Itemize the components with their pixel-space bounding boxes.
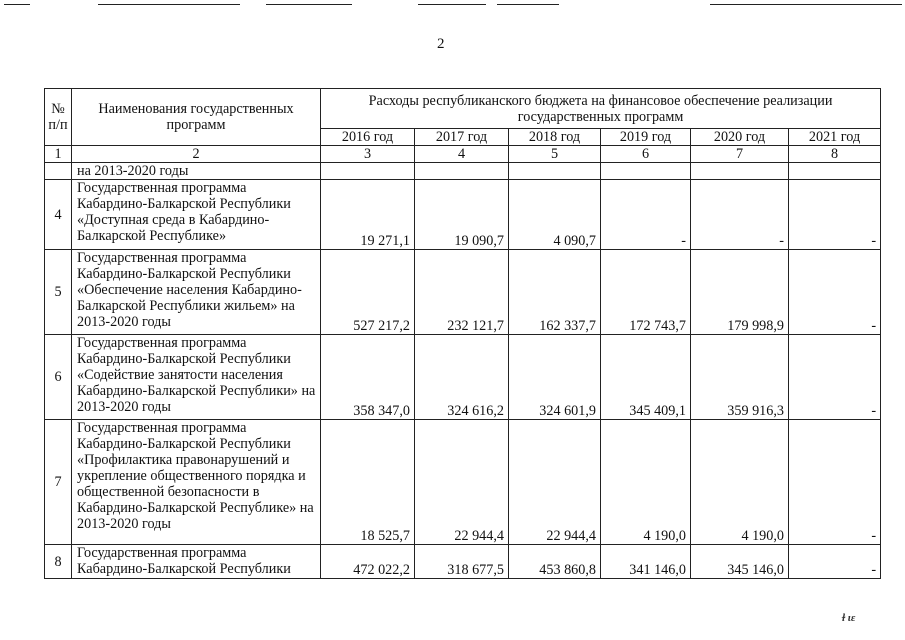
value-cell: - [789,545,881,579]
table-row [45,545,881,579]
top-rule [4,4,30,5]
value-cell: 19 090,7 [415,180,509,250]
header-year: 2019 год [601,129,691,146]
row-number: 8 [45,545,72,579]
value-cell: - [601,180,691,250]
col-number: 8 [789,146,881,163]
table-row [45,180,881,250]
row-number: 5 [45,250,72,335]
value-cell: - [789,250,881,335]
value-cell: 232 121,7 [415,250,509,335]
value-cell: 345 146,0 [691,545,789,579]
value-cell: 4 090,7 [509,180,601,250]
value-cell: 472 022,2 [321,545,415,579]
header-budget-col: Расходы республиканского бюджета на финансовое обеспечение реализации государственных программ [321,89,881,129]
header-year: 2021 год [789,129,881,146]
row-number: 4 [45,180,72,250]
row-number: 6 [45,335,72,420]
header-year: 2016 год [321,129,415,146]
col-number: 3 [321,146,415,163]
program-name: Государственная программа Кабардино-Балкарской Республики «Профилактика правонарушений и укрепление общественного порядка и общественной безопасности в Кабардино-Балкарской Республике» на 2013-2020 годы [72,420,321,545]
row-number: 7 [45,420,72,545]
table-row [45,163,881,180]
top-rule [266,4,352,5]
top-rule [710,4,902,5]
value-cell: 179 998,9 [691,250,789,335]
value-cell: 527 217,2 [321,250,415,335]
value-cell: 22 944,4 [509,420,601,545]
continuation-text: на 2013-2020 годы [72,163,321,180]
value-cell: 18 525,7 [321,420,415,545]
col-number: 1 [45,146,72,163]
value-cell: 324 616,2 [415,335,509,420]
table-row [45,250,881,335]
table-row [45,335,881,420]
value-cell: - [789,180,881,250]
value-cell: 324 601,9 [509,335,601,420]
value-cell: 4 190,0 [691,420,789,545]
value-cell: - [789,420,881,545]
value-cell: 19 271,1 [321,180,415,250]
value-cell: 318 677,5 [415,545,509,579]
value-cell: 453 860,8 [509,545,601,579]
top-rule [98,4,240,5]
value-cell: 345 409,1 [601,335,691,420]
col-number: 6 [601,146,691,163]
value-cell: 162 337,7 [509,250,601,335]
col-number: 5 [509,146,601,163]
value-cell: 4 190,0 [601,420,691,545]
value-cell: - [789,335,881,420]
value-cell: 172 743,7 [601,250,691,335]
header-name-col: Наименования государственных программ [72,89,321,146]
footer-marks: ɫ ɩɛ [842,612,856,624]
program-name: Государственная программа Кабардино-Балкарской Республики «Обеспечение населения Кабардино-Балкарской Республики жильем» на 2013-2020 годы [72,250,321,335]
program-name: Государственная программа Кабардино-Балкарской Республики «Доступная среда в Кабардино-Балкарской Республике» [72,180,321,250]
program-name: Государственная программа Кабардино-Балкарской Республики [72,545,321,579]
header-year: 2020 год [691,129,789,146]
value-cell: 341 146,0 [601,545,691,579]
top-rule [418,4,486,5]
top-rule [497,4,559,5]
col-number: 7 [691,146,789,163]
col-number: 4 [415,146,509,163]
table-row [45,420,881,545]
header-year: 2017 год [415,129,509,146]
value-cell: 22 944,4 [415,420,509,545]
value-cell: 358 347,0 [321,335,415,420]
value-cell: 359 916,3 [691,335,789,420]
value-cell: - [691,180,789,250]
program-name: Государственная программа Кабардино-Балкарской Республики «Содействие занятости населения Кабардино-Балкарской Республики» на 2013-2020 годы [72,335,321,420]
page-number: 2 [437,36,445,52]
budget-table [44,88,881,579]
header-num-col: № п/п [45,89,72,146]
col-number: 2 [72,146,321,163]
header-year: 2018 год [509,129,601,146]
